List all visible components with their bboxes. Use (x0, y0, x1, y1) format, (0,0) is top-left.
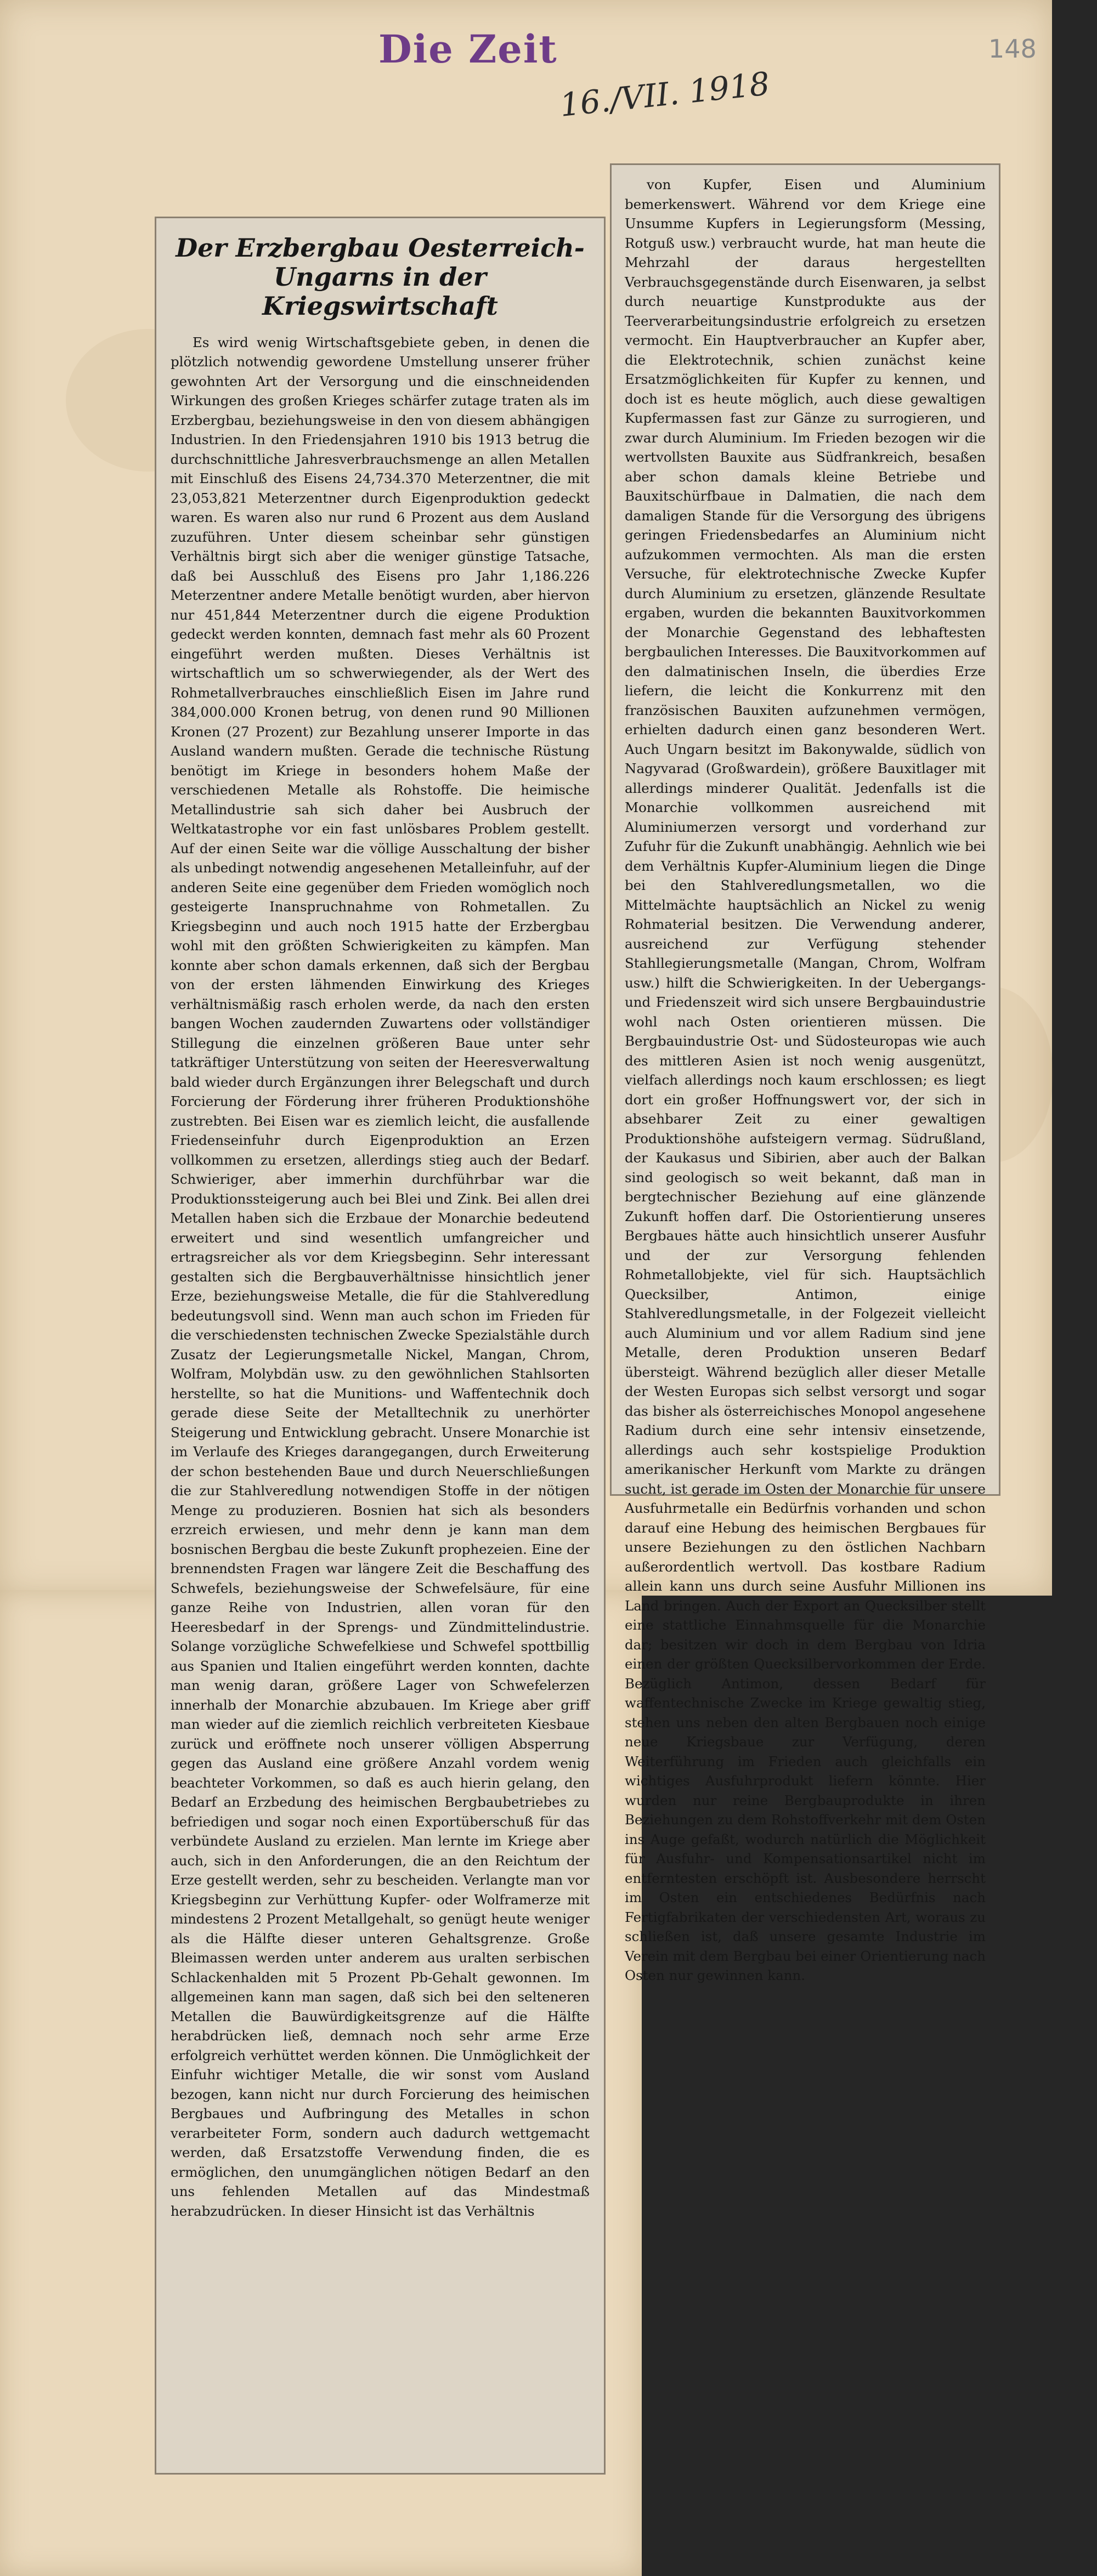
clipping-left-column (155, 217, 606, 2475)
handwritten-date: 16./VII. 1918 (558, 65, 772, 124)
page-number: 148 (988, 34, 1037, 64)
article-headline: Der Erzbergbau Oesterreich-Ungarns in der Kriegswirtschaft (176, 233, 585, 321)
article-text-right: von Kupfer, Eisen und Aluminium bemerkenswert. Während vor dem Kriege eine Unsumme Kupfers in Legierungsform (Messing, Rotguß usw.) verbraucht wurde, hat man heute die Mehrzahl der daraus hergestellten Verbrauchsgegenstände durch Eisenwaren, ja selbst durch neuartige Kunstprodukte aus der Teerverarbeitungsindustrie erfolgreich zu ersetzen vermocht. Ein Hauptverbraucher an Kupfer aber, die Elektrotechnik, schien zunächst keine Ersatzmöglichkeiten für Kupfer zu kennen, und doch ist es heute möglich, auch diese gewaltigen Kupfermassen fast zur Gänze zu surrogieren, und zwar durch Aluminium. Im Frieden bezogen wir die wertvollsten Bauxite aus Südfrankreich, besaßen aber schon damals kleine Betriebe und Bauxitschürfbaue in Dalmatien, die nach dem damaligen Stande für die Versorgung des übrigens geringen Friedensbedarfes an Aluminium nicht aufzukommen vermochten. Als man die ersten Versuche, für elektrotechnische Zwecke Kupfer durch Aluminium zu ersetzen, glänzende Resultate ergaben, wurden die bekannten Bauxitvorkommen der Monarchie Gegenstand des lebhaftesten bergbaulichen Interesses. Die Bauxitvorkommen auf den dalmatinischen Inseln, die überdies Erze liefern, die leicht die Konkurrenz mit den französischen Bauxiten aufzunehmen vermögen, erhielten dadurch einen ganz besonderen Wert. Auch Ungarn besitzt im Bakonywalde, südlich von Nagyvarad (Großwardein), größere Bauxitlager mit allerdings minderer Qualität. Jedenfalls ist die Monarchie vollkommen ausreichend mit Aluminiumerzen versorgt und vorderhand zur Zufuhr für die Zukunft unabhängig. Aehnlich wie bei dem Verhältnis Kupfer-Aluminium liegen die Dinge bei den Stahlveredlungsmetallen, wo die Mittelmächte hauptsächlich an Nickel zu wenig Rohmaterial besitzen. Die Verwendung anderer, ausreichend zur Verfügung stehender Stahllegierungsmetalle (Mangan, Chrom, Wolfram usw.) hilft die Schwierigkeiten. In der Uebergangs- und Friedenszeit wird sich unsere Bergbauindustrie wohl nach Osten orientieren müssen. Die Bergbauindustrie Ost- und Südosteuropas wie auch des mittleren Asien ist noch wenig ausgenützt, vielfach allerdings noch kaum erschlossen; es liegt dort ein großer Hoffnungswert vor, der sich in absehbarer Zeit zu einer gewaltigen Produktionshöhe aufsteigern vermag. Südrußland, der Kaukasus und Sibirien, aber auch der Balkan sind geologisch so weit bekannt, daß man in bergtechnischer Beziehung auf eine glänzende Zukunft hoffen darf. Die Ostorientierung unseres Bergbaues hätte auch hinsichtlich unserer Ausfuhr und der zur Versorgung fehlenden Rohmetallobjekte, viel für sich. Hauptsächlich Quecksilber, Antimon, einige Stahlveredlungsmetalle, in der Folgezeit vielleicht auch Aluminium und vor allem Radium sind jene Metalle, deren Produktion unseren Bedarf übersteigt. Während bezüglich aller dieser Metalle der Westen Europas sich selbst versorgt und sogar das bisher als österreichisches Monopol angesehene Radium durch eine sehr intensiv einsetzende, allerdings auch sehr kostspielige Produktion amerikanischer Herkunft vom Markte zu drängen sucht, ist gerade im Osten der Monarchie für unsere Ausfuhrmetalle ein Bedürfnis vorhanden und schon darauf eine Hebung des heimischen Bergbaues für unsere Beziehungen zu den östlichen Nachbarn außerordentlich wertvoll. Das kostbare Radium allein kann uns durch seine Ausfuhr Millionen ins Land bringen. Auch der Export an Quecksilber stellt eine stattliche Einnahmsquelle für die Monarchie dar; besitzen wir doch in dem Bergbau von Idria einen der größten Quecksilbervorkommen der Erde. Bezüglich Antimon, dessen Bedarf für waffentechnische Zwecke im Kriege gewaltig stieg, stehen uns neben den alten Bergbauen noch einige neue Kriegsbaue zur Verfügung, deren Weiterführung im Frieden auch gleichfalls ein wichtiges Ausfuhrprodukt liefern könnte. Hier wurden nur reine Bergbauprodukte in ihren Beziehungen zu dem Rohstoffverkehr mit dem Osten ins Auge gefaßt, wodurch natürlich die Möglichkeit für Ausfuhr- und Kompensationsartikel nicht im entferntesten erschöpft ist. Ausbesondere herrscht im Osten ein entschiedenes Bedürfnis nach Fertigfabrikaten der verschiedensten Art, woraus zu schließen ist, daß unsere gesamte Industrie im Verein mit dem Bergbau bei einer Orientierung nach Osten nur gewinnen kann. (625, 177, 986, 1983)
article-text-left: Es wird wenig Wirtschaftsgebiete geben, in denen die plötzlich notwendig gewordene Umstellung unserer früher gewohnten Art der Versorgung und die einschneidenden Wirkungen des großen Krieges schärfer zutage traten als im Erzbergbau, beziehungsweise in den von diesem abhängigen Industrien. In den Friedensjahren 1910 bis 1913 betrug die durchschnittliche Jahresverbrauchsmenge an allen Metallen mit Einschluß des Eisens 24,734.370 Meterzentner, die mit 23,053,821 Meterzentner durch Eigenproduktion gedeckt waren. Es waren also nur rund 6 Prozent aus dem Ausland zuzuführen. Unter diesem scheinbar sehr günstigen Verhältnis birgt sich aber die weniger günstige Tatsache, daß bei Ausschluß des Eisens pro Jahr 1,186.226 Meterzentner andere Metalle benötigt wurden, aber hiervon nur 451,844 Meterzentner durch die eigene Produktion gedeckt werden konnten, demnach fast mehr als 60 Prozent eingeführt werden mußten. Dieses Verhältnis ist wirtschaftlich um so schwerwiegender, als der Wert des Rohmetallverbrauches einschließlich Eisen im Jahre rund 384,000.000 Kronen betrug, von denen rund 90 Millionen Kronen (27 Prozent) zur Bezahlung unserer Importe in das Ausland wandern mußten. Gerade die technische Rüstung benötigt im Kriege in besonders hohem Maße der verschiedenen Metalle als Rohstoffe. Die heimische Metallindustrie sah sich daher bei Ausbruch der Weltkatastrophe vor ein fast unlösbares Problem gestellt. Auf der einen Seite war die völlige Ausschaltung der bisher als unbedingt notwendig angesehenen Metalleinfuhr, auf der anderen Seite eine gegenüber dem Frieden womöglich noch gesteigerte Inanspruchnahme von Rohmetallen. Zu Kriegsbeginn und auch noch 1915 hatte der Erzbergbau wohl mit den größten Schwierigkeiten zu kämpfen. Man konnte aber schon damals erkennen, daß sich der Bergbau von der ersten lähmenden Einwirkung des Krieges verhältnismäßig rasch erholen werde, da nach den ersten bangen Wochen zaudernden Zuwartens oder vollständiger Stillegung die einzelnen größeren Baue unter sehr tatkräftiger Unterstützung von seiten der Heeresverwaltung bald wieder durch Ergänzungen ihrer Belegschaft und durch Forcierung der Förderung ihrer früheren Produktionshöhe zustrebten. Bei Eisen war es ziemlich leicht, die ausfallende Friedenseinfuhr durch Eigenproduktion an Erzen vollkommen zu ersetzen, allerdings stieg auch der Bedarf. Schwieriger, aber immerhin durchführbar war die Produktionssteigerung auch bei Blei und Zink. Bei allen drei Metallen haben sich die Erzbaue der Monarchie bedeutend erweitert und sind wesentlich umfangreicher und ertragsreicher als vor dem Kriegsbeginn. Sehr interessant gestalten sich die Bergbauverhältnisse hinsichtlich jener Erze, beziehungsweise Metalle, die für die Stahlveredlung bedeutungsvoll sind. Wenn man auch schon im Frieden für die verschiedensten technischen Zwecke Spezialstähle durch Zusatz der Legierungsmetalle Nickel, Mangan, Chrom, Wolfram, Molybdän usw. zu den gewöhnlichen Stahlsorten herstellte, so hat die Munitions- und Waffentechnik doch gerade diese Seite der Metalltechnik zu unerhörter Steigerung und Entwicklung gebracht. Unsere Monarchie ist im Verlaufe des Krieges darangegangen, durch Erweiterung der schon bestehenden Baue und durch Neuerschließungen die zur Stahlveredlung notwendigen Stoffe in der nötigen Menge zu produzieren. Bosnien hat sich als besonders erzreich erwiesen, und mehr denn je kann man dem bosnischen Bergbau die beste Zukunft prophezeien. Eine der brennendsten Fragen war längere Zeit die Beschaffung des Schwefels, beziehungsweise der Schwefelsäure, für eine ganze Reihe von Industrien, allen voran für den Heeresbedarf in der Sprengs- und Zündmittelindustrie. Solange vorzügliche Schwefelkiese und Schwefel spottbillig aus Spanien und Italien eingeführt werden konnten, dachte man wenig daran, größere Lager von Schwefelerzen innerhalb der Monarchie abzubauen. Im Kriege aber griff man wieder auf die ziemlich reichlich verbreiteten Kiesbaue zurück und eröffnete noch unserer völligen Absperrung gegen das Ausland eine größere Anzahl vordem wenig beachteter Vorkommen, so daß es auch hierin gelang, den Bedarf an Erzbedung des heimischen Bergbaubetriebes zu befriedigen und sogar noch einen Exportüberschuß für das verbündete Ausland zu erzielen. Man lernte im Kriege aber auch, sich in den Anforderungen, die an den Reichtum der Erze gestellt werden, sehr zu bescheiden. Verlangte man vor Kriegsbeginn zur Verhüttung Kupfer- oder Wolframerze mit mindestens 2 Prozent Metallgehalt, so genügt heute weniger als die Hälfte dieser unteren Gehaltsgrenze. Große Bleimassen werden unter anderem aus uralten serbischen Schlackenhalden mit 5 Prozent Pb-Gehalt gewonnen. Im allgemeinen kann man sagen, daß sich bei den selteneren Metallen die Bauwürdigkeitsgrenze auf die Hälfte herabdrücken ließ, demnach noch sehr arme Erze erfolgreich verhüttet werden können. Die Unmöglichkeit der Einfuhr wichtiger Metalle, die wir sonst vom Ausland bezogen, kann nicht nur durch Forcierung des heimischen Bergbaues und Aufbringung des Metalles in schon verarbeiteter Form, sondern auch dadurch wettgemacht werden, daß Ersatzstoffe Verwendung finden, die es ermöglichen, den unumgänglichen nötigen Bedarf an den uns fehlenden Metallen auf das Mindestmaß herabzudrücken. In dieser Hinsicht ist das Verhältnis (171, 334, 590, 2219)
newspaper-name: Die Zeit (378, 26, 558, 72)
clipping-right-column (610, 163, 1000, 1983)
